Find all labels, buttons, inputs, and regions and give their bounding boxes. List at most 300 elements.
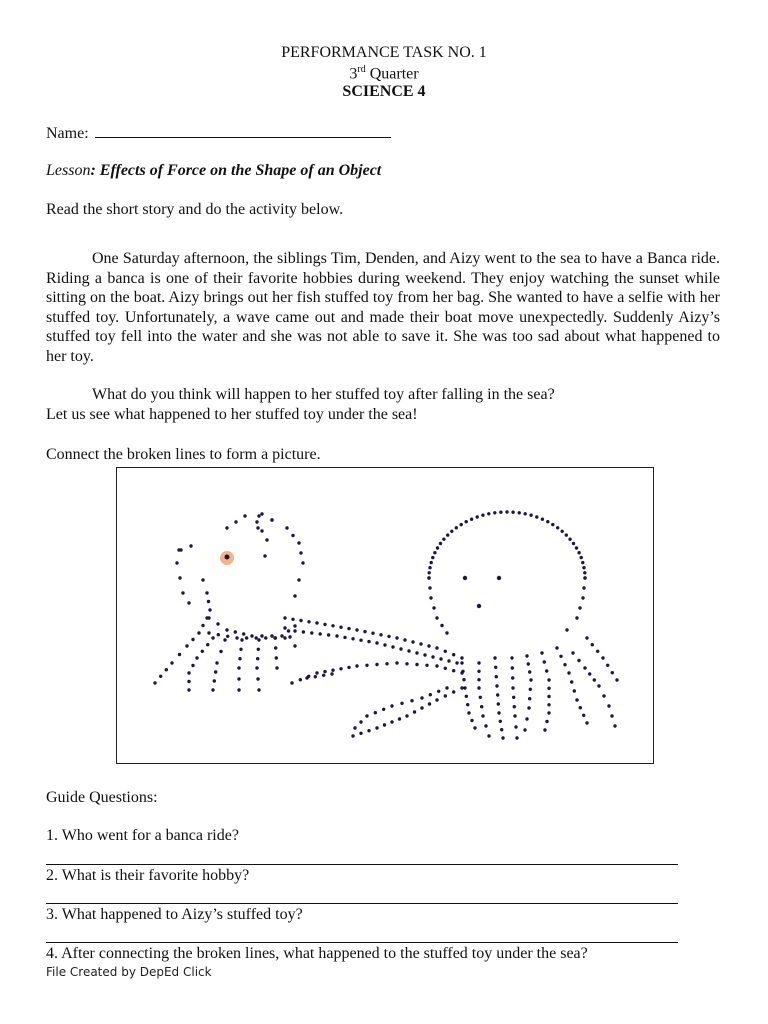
dot	[582, 714, 585, 717]
dot	[391, 645, 394, 648]
dot	[355, 664, 358, 667]
dot	[501, 736, 504, 739]
dot	[452, 669, 455, 672]
dot	[189, 544, 192, 547]
dot	[335, 634, 338, 637]
dot	[607, 704, 610, 707]
dot	[511, 676, 514, 679]
dot	[572, 542, 575, 545]
dot	[495, 684, 498, 687]
dot	[481, 714, 484, 717]
dot	[290, 681, 293, 684]
dot	[323, 670, 326, 673]
name-blank[interactable]	[95, 123, 391, 138]
dot	[575, 698, 578, 701]
dot	[205, 591, 208, 594]
dot	[493, 511, 496, 514]
dot	[420, 706, 423, 709]
dot	[467, 711, 470, 714]
dot	[425, 664, 428, 667]
dot	[585, 721, 588, 724]
dot	[375, 663, 378, 666]
dot	[379, 633, 382, 636]
dot	[275, 656, 278, 659]
dot	[187, 688, 190, 691]
dot	[578, 606, 581, 609]
dot	[250, 634, 253, 637]
dot	[525, 654, 528, 657]
dot	[274, 646, 277, 649]
dot	[265, 538, 268, 541]
dot	[423, 653, 426, 656]
dot	[431, 556, 434, 559]
dot	[415, 651, 418, 654]
dot	[470, 518, 473, 521]
dot	[540, 651, 543, 654]
answer-line-3[interactable]	[46, 942, 678, 943]
dot	[499, 720, 502, 723]
dot	[444, 667, 447, 670]
dot	[363, 630, 366, 633]
answer-line-2[interactable]	[46, 903, 678, 904]
dot	[452, 653, 455, 656]
dot	[465, 520, 468, 523]
dot	[535, 515, 538, 518]
dot	[257, 648, 260, 651]
dot	[577, 551, 580, 554]
dot	[581, 596, 584, 599]
dot	[513, 705, 516, 708]
dot	[543, 660, 546, 663]
dot	[444, 694, 447, 697]
dot	[299, 678, 302, 681]
dot	[255, 636, 258, 639]
dot	[359, 639, 362, 642]
dot	[399, 647, 402, 650]
dot	[497, 711, 500, 714]
dot	[153, 681, 156, 684]
dot	[330, 672, 333, 675]
dot	[257, 638, 260, 641]
dot	[460, 656, 463, 659]
dot	[297, 578, 300, 581]
dot	[435, 646, 438, 649]
lesson-line	[46, 162, 381, 180]
dot	[226, 635, 229, 638]
dot	[387, 635, 390, 638]
dot	[487, 734, 490, 737]
dot	[429, 596, 432, 599]
dot	[546, 520, 549, 523]
dot	[310, 631, 313, 634]
dot	[447, 659, 450, 662]
dot	[597, 684, 600, 687]
dot	[365, 714, 368, 717]
dot	[444, 650, 447, 653]
dot	[367, 729, 370, 732]
dot	[606, 664, 609, 667]
dot	[428, 586, 431, 589]
dot	[257, 514, 260, 517]
dot	[181, 591, 184, 594]
dot	[568, 538, 571, 541]
dot	[563, 663, 566, 666]
dot	[529, 678, 532, 681]
dot	[435, 698, 438, 701]
dot	[216, 622, 219, 625]
dot	[165, 668, 168, 671]
dot	[283, 636, 286, 639]
dot	[495, 675, 498, 678]
dot	[433, 551, 436, 554]
dot	[571, 651, 574, 654]
dot	[347, 666, 350, 669]
dot	[359, 732, 362, 735]
dot	[205, 616, 208, 619]
dot	[293, 644, 296, 647]
dot	[234, 520, 237, 523]
dot	[455, 526, 458, 529]
dot	[479, 696, 482, 699]
dot	[465, 695, 468, 698]
dot	[496, 693, 499, 696]
dot	[257, 688, 260, 691]
dot	[217, 633, 220, 636]
dot	[291, 618, 294, 621]
dot	[547, 695, 550, 698]
dot	[187, 680, 190, 683]
dot	[439, 657, 442, 660]
subject-title: SCIENCE 4	[342, 83, 426, 100]
dot	[510, 656, 513, 659]
dot	[555, 646, 558, 649]
dot	[551, 523, 554, 526]
dot	[512, 696, 515, 699]
question-lead-1: What do you think will happen to her stuffed toy after falling in the sea?	[92, 386, 555, 403]
dot	[547, 703, 550, 706]
dot	[528, 670, 531, 673]
dot	[582, 566, 585, 569]
dot	[293, 594, 296, 597]
dot	[375, 641, 378, 644]
dot	[283, 626, 286, 629]
dot	[322, 674, 325, 677]
dot	[541, 518, 544, 521]
dot	[375, 726, 378, 729]
dot	[256, 657, 259, 660]
dot	[529, 688, 532, 691]
dot	[299, 619, 302, 622]
dot	[237, 677, 240, 680]
dot	[420, 696, 423, 699]
dot	[314, 675, 317, 678]
name-label: Name:	[46, 125, 89, 142]
dot	[511, 666, 514, 669]
dot	[288, 635, 291, 638]
dot	[175, 561, 178, 564]
dot	[201, 650, 204, 653]
question-lead-2: Let us see what happened to her stuffed toy under the sea!	[46, 406, 418, 423]
dot	[280, 634, 283, 637]
dot	[297, 541, 300, 544]
dot	[223, 638, 226, 641]
dot	[410, 699, 413, 702]
dot	[511, 686, 514, 689]
dot	[477, 661, 480, 664]
dot	[347, 627, 350, 630]
dot	[187, 601, 190, 604]
dot	[428, 702, 431, 705]
dot	[159, 675, 162, 678]
story-paragraph: One Saturday afternoon, the siblings Tim, Denden, and Aizy went to the sea to have a Banca ride. Riding a banca is one of their favorite hobbies during weekend. They enjoy watching the sunset while sitting on the boat. Aizy brings out her fish stuffed toy from her bag. She wanted to have a selfie with her stuffed toy. Unfortunately, a wave came out and made their boat move unexpectedly. Suddenly Aizy’s stuffed toy fell into the water and she was not able to save it. She was too sad about what happened to her toy.	[46, 250, 720, 365]
dot	[450, 530, 453, 533]
dot	[487, 512, 490, 515]
dot	[264, 636, 267, 639]
dot	[462, 678, 465, 681]
dot	[260, 529, 263, 532]
dot	[260, 512, 263, 515]
dot	[445, 686, 448, 689]
dot	[613, 724, 616, 727]
dot	[301, 561, 304, 564]
dot	[255, 520, 258, 523]
answer-line-1[interactable]	[46, 864, 678, 865]
dot	[405, 714, 408, 717]
dot	[415, 663, 418, 666]
dot	[299, 551, 302, 554]
dot	[395, 661, 398, 664]
dot	[518, 511, 521, 514]
dot	[206, 643, 209, 646]
dot	[383, 723, 386, 726]
dot	[583, 576, 586, 579]
dot	[435, 664, 438, 667]
dot	[446, 533, 449, 536]
dot	[239, 648, 242, 651]
dot	[270, 634, 273, 637]
dot	[588, 672, 591, 675]
dot	[583, 571, 586, 574]
dot	[283, 616, 286, 619]
dot	[235, 636, 238, 639]
dot	[323, 623, 326, 626]
dot	[463, 686, 466, 689]
dot	[351, 734, 354, 737]
dot	[327, 633, 330, 636]
dot	[207, 631, 210, 634]
dot	[484, 724, 487, 727]
dot	[208, 608, 211, 611]
dot	[185, 644, 188, 647]
dot	[270, 518, 273, 521]
dot	[178, 653, 181, 656]
dot	[511, 511, 514, 514]
dot	[355, 628, 358, 631]
dot	[191, 638, 194, 641]
dot	[602, 694, 605, 697]
dot	[390, 720, 393, 723]
dot	[219, 650, 222, 653]
dot	[315, 671, 318, 674]
dot	[461, 670, 464, 673]
dot	[493, 656, 496, 659]
dot	[432, 606, 435, 609]
dot	[547, 687, 550, 690]
task-title: PERFORMANCE TASK NO. 1	[281, 44, 487, 61]
dot	[178, 576, 181, 579]
dot	[499, 511, 502, 514]
dot	[500, 728, 503, 731]
dot	[215, 661, 218, 664]
dot	[207, 600, 210, 603]
dot	[307, 620, 310, 623]
question-1: 1. Who went for a banca ride?	[46, 827, 239, 844]
dot	[545, 720, 548, 723]
dot	[524, 512, 527, 515]
dot	[543, 728, 546, 731]
dot	[302, 630, 305, 633]
dot	[305, 676, 308, 679]
dot	[570, 680, 573, 683]
dot	[319, 632, 322, 635]
dot	[515, 736, 518, 739]
dot	[428, 566, 431, 569]
footer-credit: File Created by DepEd Click	[46, 965, 212, 979]
dot	[437, 690, 440, 693]
dot	[390, 704, 393, 707]
dot	[191, 664, 194, 667]
dot	[170, 661, 173, 664]
dot	[583, 666, 586, 669]
quarter-label: 3rd Quarter	[349, 64, 419, 83]
dot	[435, 616, 438, 619]
instruction-text: Read the short story and do the activity below.	[46, 201, 344, 218]
dot	[291, 534, 294, 537]
dot	[293, 624, 296, 627]
dot	[528, 697, 531, 700]
question-3: 3. What happened to Aizy’s stuffed toy?	[46, 906, 303, 923]
dot	[547, 711, 550, 714]
dot	[436, 546, 439, 549]
dot	[242, 632, 245, 635]
dot	[577, 659, 580, 662]
dot	[505, 510, 508, 513]
dot	[429, 693, 432, 696]
dot	[315, 621, 318, 624]
dot	[211, 636, 214, 639]
dot	[197, 631, 200, 634]
dot	[527, 706, 530, 709]
dot	[256, 677, 259, 680]
name-row	[46, 123, 391, 143]
dot	[287, 629, 290, 632]
dot	[413, 710, 416, 713]
dot	[439, 542, 442, 545]
dot	[237, 688, 240, 691]
dot	[400, 702, 403, 705]
dot	[610, 714, 613, 717]
dot	[367, 640, 370, 643]
dot	[460, 661, 463, 664]
dot	[567, 671, 570, 674]
dot	[430, 561, 433, 564]
dot	[579, 706, 582, 709]
dot	[365, 664, 368, 667]
dot	[575, 546, 578, 549]
dot	[561, 530, 564, 533]
dot	[214, 670, 217, 673]
octopus-eye-left	[463, 576, 467, 580]
dot	[427, 576, 430, 579]
dot	[477, 678, 480, 681]
dot	[547, 678, 550, 681]
dot	[273, 636, 276, 639]
dot	[293, 629, 296, 632]
dot	[374, 711, 377, 714]
dot	[513, 714, 516, 717]
dot	[440, 624, 443, 627]
dot	[514, 725, 517, 728]
dot	[494, 666, 497, 669]
guide-questions-title: Guide Questions:	[46, 789, 158, 806]
dot	[339, 667, 342, 670]
dot	[601, 656, 604, 659]
dot-drawing	[117, 468, 653, 763]
dot	[615, 678, 618, 681]
dot	[343, 636, 346, 639]
dot	[460, 523, 463, 526]
dot	[195, 656, 198, 659]
dot	[405, 662, 408, 665]
dot	[351, 637, 354, 640]
dot	[407, 649, 410, 652]
dot	[431, 655, 434, 658]
dot-to-dot-picture	[116, 467, 654, 764]
octopus-mouth	[477, 604, 481, 608]
dot	[470, 719, 473, 722]
dot	[371, 632, 374, 635]
dot	[481, 514, 484, 517]
dot	[255, 666, 258, 669]
dot	[285, 526, 288, 529]
dot	[591, 643, 594, 646]
dot	[263, 554, 266, 557]
dot	[565, 533, 568, 536]
dot	[428, 571, 431, 574]
dot	[596, 650, 599, 653]
dot	[256, 526, 259, 529]
dot	[238, 657, 241, 660]
dot	[243, 514, 246, 517]
dot	[476, 515, 479, 518]
dot	[593, 678, 596, 681]
dot	[575, 616, 578, 619]
lesson-label: Lesson	[46, 162, 91, 179]
dot	[497, 702, 500, 705]
dot	[213, 679, 216, 682]
dot	[419, 642, 422, 645]
dot	[201, 624, 204, 627]
dot	[237, 666, 240, 669]
dot	[225, 526, 228, 529]
dot	[260, 634, 263, 637]
dot	[427, 644, 430, 647]
dot	[477, 670, 480, 673]
dot	[455, 661, 458, 664]
dot	[211, 688, 214, 691]
dot	[383, 643, 386, 646]
dot	[339, 626, 342, 629]
